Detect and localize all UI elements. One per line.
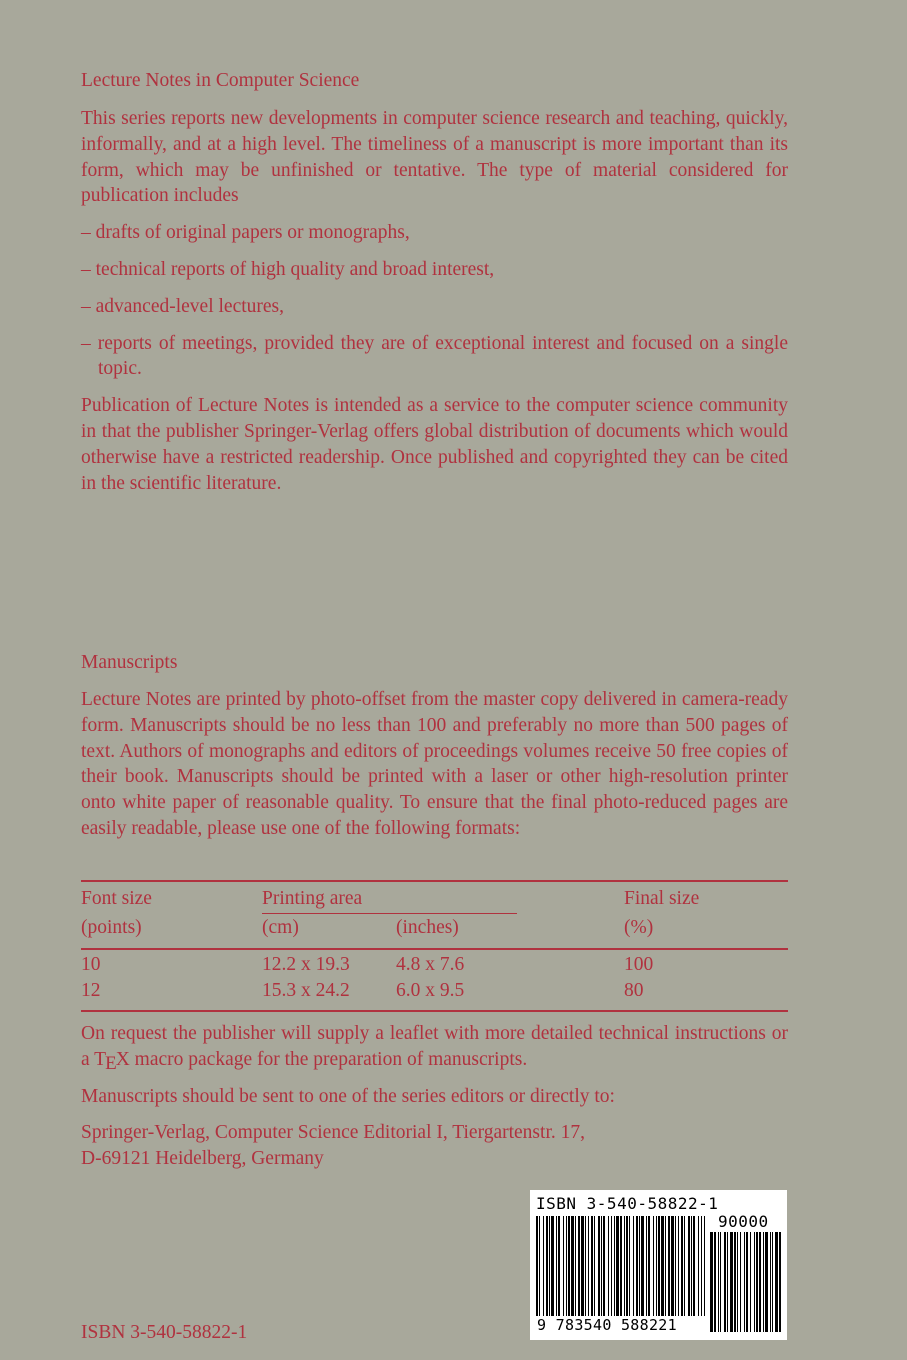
- barcode-addon-bar: [765, 1232, 768, 1332]
- barcode-bar: [691, 1216, 692, 1316]
- barcode-bar: [681, 1216, 683, 1316]
- barcode-bar: [578, 1216, 580, 1316]
- manuscripts-body: Lecture Notes are printed by photo-offset from the master copy delivered in camera-ready form. Manuscripts should be no less than 100 and preferably no more than 500 pages of text. Authors of monographs and editors of proceedings volumes receive 50 free copies of their book. Manuscripts should be printed with a laser or other high-resolution printer onto white paper of reasonable quality. To ensure that the final photo-reduced pages are easily readable, please use one of the following formats:: [81, 689, 788, 839]
- isbn-barcode: [530, 1190, 787, 1340]
- barcode-bar: [563, 1216, 564, 1316]
- isbn-footer: ISBN 3-540-58822-1: [81, 1322, 248, 1343]
- table-cell: 12.2 x 19.3: [262, 954, 350, 975]
- barcode-bar: [693, 1216, 695, 1316]
- barcode-bar: [629, 1216, 630, 1316]
- barcode-bar: [648, 1216, 650, 1316]
- barcode-addon-bar: [775, 1232, 778, 1332]
- barcode-bar: [675, 1216, 676, 1316]
- header-inches: (inches): [396, 917, 459, 938]
- barcode-addon-bar: [734, 1232, 736, 1332]
- barcode-addon-bar: [759, 1232, 761, 1332]
- barcode-addon-bar: [770, 1232, 771, 1332]
- barcode-bar: [556, 1216, 557, 1316]
- barcode-bar: [568, 1216, 570, 1316]
- barcode-addon-bar: [750, 1232, 751, 1332]
- series-intro: This series reports new developments in computer science research and teaching, quickly, informally, and at a high level. The timeliness of a manuscript is more important than its form, which may be unfinished or tentative. The type of material considered for publication includes: [81, 108, 788, 207]
- barcode-bar: [671, 1216, 674, 1316]
- barcode-addon-bar: [740, 1232, 741, 1332]
- header-final-size: Final size: [624, 888, 700, 909]
- barcode-addon-bar: [710, 1232, 713, 1332]
- send-to-line: Manuscripts should be sent to one of the series editors or directly to:: [81, 1085, 615, 1107]
- barcode-bar: [633, 1216, 634, 1316]
- table-mid-rule: [81, 948, 788, 950]
- table-bottom-rule: [81, 1010, 788, 1012]
- barcode-bar: [698, 1216, 699, 1316]
- barcode-bar: [626, 1216, 628, 1316]
- barcode-addon-bar: [772, 1232, 773, 1332]
- barcode-bar: [616, 1216, 619, 1316]
- instructions-section: [81, 1021, 788, 1172]
- barcode-bar: [636, 1216, 638, 1316]
- publication-paragraph: Publication of Lecture Notes is intended as a service to the computer science community in that the publisher Springer-Verlag offers global distribution of documents which would otherwise have a restricted readership. Once published and copyrighted they can be cited in the scientific literature.: [81, 395, 788, 494]
- request-text: On request the publisher will supply a leaflet with more detailed technical instructions or a T: [81, 1023, 788, 1070]
- barcode-bar: [558, 1216, 560, 1316]
- barcode-addon-digits: 90000: [718, 1212, 769, 1231]
- barcode-bar: [688, 1216, 690, 1316]
- barcode-bar: [588, 1216, 589, 1316]
- barcode-isbn-label: ISBN 3-540-58822-1: [536, 1194, 719, 1213]
- barcode-bar: [611, 1216, 612, 1316]
- barcode-addon-bar: [737, 1232, 738, 1332]
- header-cm: (cm): [262, 917, 299, 938]
- table-cell: 80: [624, 980, 644, 1001]
- table-cell: 100: [624, 954, 654, 975]
- header-printing-area: Printing area: [262, 888, 363, 909]
- table-top-rule: [81, 880, 788, 882]
- barcode-addon-bar: [714, 1232, 716, 1332]
- barcode-bar: [546, 1216, 548, 1316]
- barcode-bar: [678, 1216, 679, 1316]
- barcode-bar: [653, 1216, 654, 1316]
- barcode-bar: [704, 1216, 705, 1316]
- address-line-2: D-69121 Heidelberg, Germany: [81, 1148, 324, 1170]
- barcode-bar: [594, 1216, 595, 1316]
- table-cell: 4.8 x 7.6: [396, 954, 465, 975]
- barcode-bar: [585, 1216, 586, 1316]
- barcode-bar: [549, 1216, 550, 1316]
- manuscripts-section: [81, 650, 788, 842]
- barcode-addon-bar: [779, 1232, 781, 1332]
- barcode-bar: [641, 1216, 644, 1316]
- barcode-ean-digits: 9 783540 588221: [537, 1316, 677, 1334]
- barcode-bar: [656, 1216, 657, 1316]
- table-cell: 15.3 x 24.2: [262, 980, 350, 1001]
- series-title: Lecture Notes in Computer Science: [81, 70, 360, 91]
- tex-e: E: [105, 1052, 117, 1074]
- barcode-addon-bar: [730, 1232, 733, 1332]
- bullet-item: – technical reports of high quality and broad interest,: [81, 258, 495, 280]
- bullet-item: – reports of meetings, provided they are of exceptional interest and focused on a single topic.: [81, 332, 788, 380]
- request-paragraph: [81, 1021, 788, 1073]
- barcode-bar: [614, 1216, 615, 1316]
- table-cell: 6.0 x 9.5: [396, 980, 465, 1001]
- barcode-bar: [551, 1216, 554, 1316]
- manuscripts-heading: Manuscripts: [81, 652, 178, 673]
- address-line-1: Springer-Verlag, Computer Science Editorial I, Tiergartenstr. 17,: [81, 1122, 585, 1144]
- barcode-bar: [646, 1216, 647, 1316]
- barcode-bar: [658, 1216, 660, 1316]
- barcode-bar: [665, 1216, 666, 1316]
- barcode-bar: [598, 1216, 600, 1316]
- barcode-bar: [603, 1216, 605, 1316]
- barcode-bar: [575, 1216, 576, 1316]
- barcode-addon-bar: [718, 1232, 719, 1332]
- barcode-bar: [620, 1216, 622, 1316]
- series-section: [81, 68, 788, 496]
- barcode-addon-bar: [727, 1232, 728, 1332]
- barcode-bar: [566, 1216, 567, 1316]
- barcode-bar: [581, 1216, 584, 1316]
- barcode-bar: [591, 1216, 593, 1316]
- table-cell: 12: [81, 980, 101, 1001]
- header-percent: (%): [624, 917, 654, 938]
- barcode-bar: [539, 1216, 540, 1316]
- barcode-addon-bar: [754, 1232, 755, 1332]
- barcode-bar: [543, 1216, 544, 1316]
- barcode-bar: [668, 1216, 670, 1316]
- barcode-addon-bar: [763, 1232, 764, 1332]
- request-text-end: X macro package for the preparation of manuscripts.: [115, 1048, 528, 1070]
- barcode-bar: [571, 1216, 574, 1316]
- barcode-addon-bar: [746, 1232, 748, 1332]
- table-cell: 10: [81, 954, 101, 975]
- barcode-bar: [701, 1216, 702, 1316]
- barcode-bar: [536, 1216, 538, 1316]
- barcode-bar: [661, 1216, 664, 1316]
- barcode-addon-bar: [756, 1232, 758, 1332]
- header-font-size: Font size: [81, 888, 152, 909]
- printing-area-rule: [262, 913, 517, 914]
- barcode-bar: [684, 1216, 685, 1316]
- barcode-bar: [608, 1216, 609, 1316]
- bullet-item: – advanced-level lectures,: [81, 295, 285, 317]
- barcode-addon-bar: [744, 1232, 745, 1332]
- header-points: (points): [81, 917, 142, 938]
- barcode-addon-bar: [720, 1232, 721, 1332]
- barcode-bar: [639, 1216, 640, 1316]
- barcode-bar: [601, 1216, 602, 1316]
- barcode-addon-bar: [724, 1232, 726, 1332]
- barcode-bar: [624, 1216, 625, 1316]
- bullet-item: – drafts of original papers or monographs,: [81, 222, 410, 244]
